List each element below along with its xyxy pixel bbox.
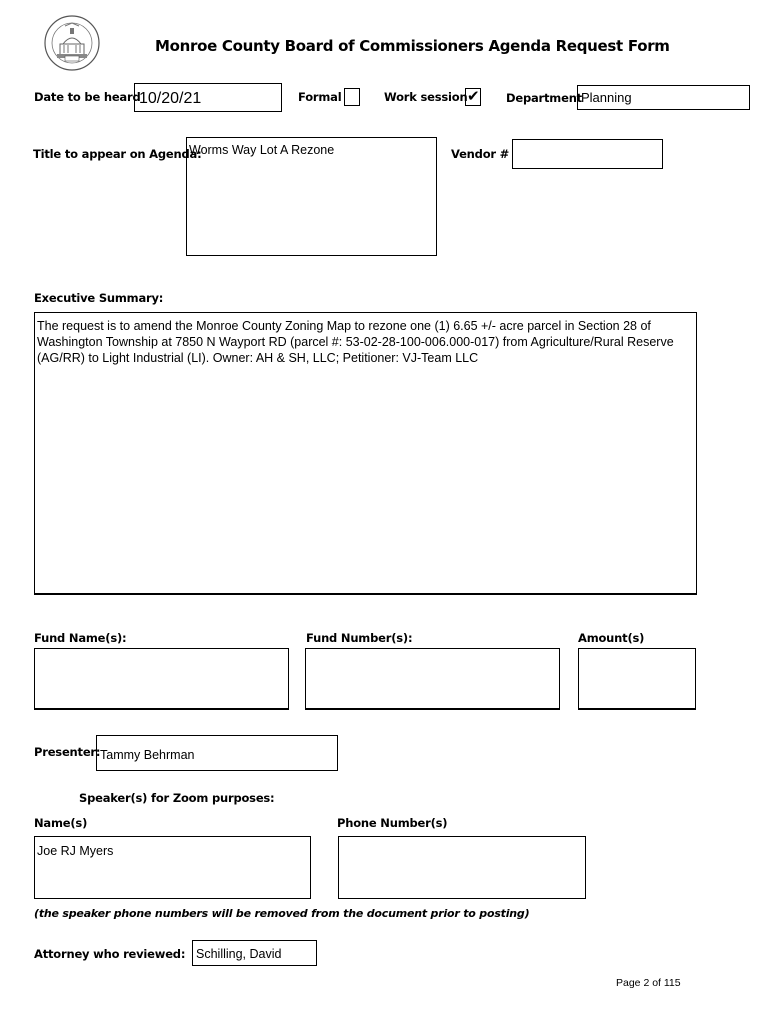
speaker-names-value: Joe RJ Myers	[37, 844, 114, 858]
formal-checkbox[interactable]	[344, 88, 360, 106]
attorney-field[interactable]	[192, 940, 317, 966]
speaker-phone-note: (the speaker phone numbers will be removed from the document prior to posting)	[34, 907, 530, 920]
speaker-phone-label: Phone Number(s)	[337, 816, 448, 830]
page-number: Page 2 of 115	[616, 977, 681, 989]
date-value: 10/20/21	[139, 90, 202, 107]
agenda-title-field[interactable]	[186, 137, 437, 256]
fund-name-label: Fund Name(s):	[34, 631, 127, 645]
work-session-label: Work session	[384, 90, 468, 104]
form-title: Monroe County Board of Commissioners Agenda Request Form	[155, 37, 670, 55]
county-seal-logo	[43, 14, 101, 72]
checkmark-icon: ✔	[467, 87, 480, 105]
fund-number-label: Fund Number(s):	[306, 631, 413, 645]
speakers-heading: Speaker(s) for Zoom purposes:	[79, 791, 275, 805]
speaker-names-label: Name(s)	[34, 816, 88, 830]
date-label: Date to be heard	[34, 90, 141, 104]
agenda-title-value: Worms Way Lot A Rezone	[189, 143, 335, 157]
executive-summary-label: Executive Summary:	[34, 291, 164, 305]
presenter-field[interactable]	[96, 735, 338, 771]
work-session-checkbox[interactable]	[465, 88, 481, 106]
agenda-title-label: Title to appear on Agenda:	[33, 147, 202, 161]
amount-field[interactable]	[578, 648, 696, 710]
formal-label: Formal	[298, 90, 342, 104]
attorney-value: Schilling, David	[196, 947, 282, 961]
amount-label: Amount(s)	[578, 631, 645, 645]
vendor-label: Vendor #	[451, 147, 510, 161]
date-field[interactable]	[134, 83, 282, 112]
attorney-label: Attorney who reviewed:	[34, 947, 186, 961]
fund-number-field[interactable]	[305, 648, 560, 710]
vendor-field[interactable]	[512, 139, 663, 169]
fund-name-field[interactable]	[34, 648, 289, 710]
speaker-phone-field[interactable]	[338, 836, 586, 899]
presenter-label: Presenter:	[34, 745, 101, 759]
speaker-names-field[interactable]	[34, 836, 311, 899]
executive-summary-text: The request is to amend the Monroe County Zoning Map to rezone one (1) 6.65 +/- acre parcel in Section 28 of Washington Township at 7850 N Wayport RD (parcel #: 53-02-28-100-006.000-017) from Agriculture/Rural Reserve (AG/RR) to Light Industrial (LI). Owner: AH & SH, LLC; Petitioner: VJ-Team LLC	[37, 319, 674, 365]
department-label: Department	[506, 91, 582, 105]
presenter-value: Tammy Behrman	[100, 748, 195, 762]
department-value: Planning	[581, 90, 632, 105]
executive-summary-field[interactable]	[34, 312, 697, 595]
department-field[interactable]	[577, 85, 750, 110]
